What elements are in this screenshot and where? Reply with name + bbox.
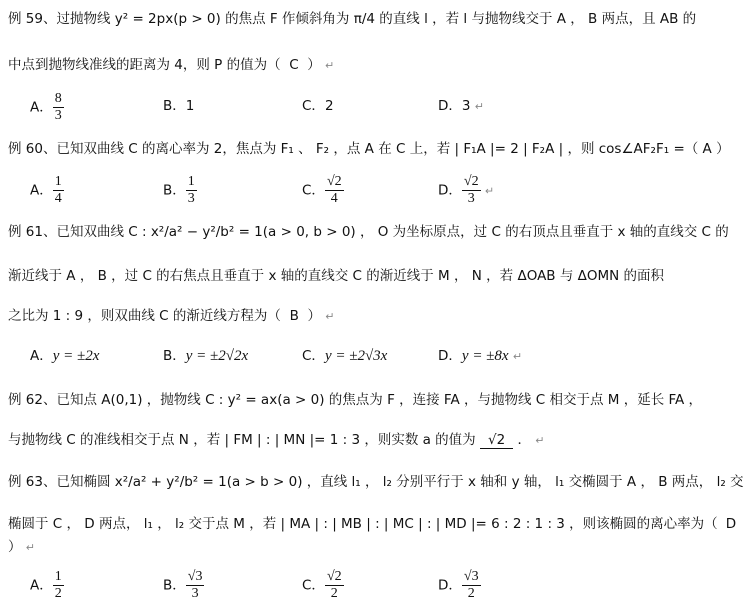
numerator: √2 bbox=[326, 569, 342, 584]
q61-line3-close: ） bbox=[307, 308, 321, 324]
option-label: A． bbox=[30, 99, 53, 116]
q60-option-a bbox=[30, 175, 64, 206]
q59-option-b bbox=[163, 96, 194, 116]
q59-option-a bbox=[30, 92, 64, 123]
denominator: 4 bbox=[54, 191, 62, 206]
fraction bbox=[53, 92, 64, 123]
return-mark: ↵ bbox=[535, 434, 545, 447]
option-value: y = ±2√2x bbox=[185, 348, 249, 364]
option-label: D． bbox=[438, 348, 462, 364]
option-value: 2 bbox=[324, 98, 334, 114]
option-label: A． bbox=[30, 577, 53, 594]
q59-line1: 例 59、过抛物线 y² = 2px(p > 0) 的焦点 F 作倾斜角为 π/4 的直线 l ，若 l 与抛物线交于 A ， B 两点，且 AB 的 bbox=[8, 11, 697, 27]
q63-option-c bbox=[302, 570, 344, 601]
option-value: 3 bbox=[461, 98, 471, 114]
q63-line3 bbox=[8, 537, 35, 558]
q63-option-b bbox=[163, 570, 204, 601]
q59-line2 bbox=[8, 55, 334, 76]
q61-option-b bbox=[163, 346, 248, 366]
option-label: A． bbox=[30, 182, 53, 199]
numerator: √2 bbox=[326, 174, 342, 189]
return-mark: ↵ bbox=[484, 184, 495, 198]
numerator: √3 bbox=[187, 569, 203, 584]
fraction bbox=[53, 570, 64, 601]
option-label: A． bbox=[30, 348, 53, 364]
fraction bbox=[325, 570, 344, 601]
denominator: 3 bbox=[191, 586, 199, 601]
option-label: B． bbox=[163, 348, 186, 364]
option-label: D． bbox=[438, 182, 462, 199]
numerator: 1 bbox=[187, 174, 195, 189]
q62-line2-end: ． bbox=[517, 432, 531, 448]
q60-option-c bbox=[302, 175, 344, 206]
numerator: 8 bbox=[54, 91, 62, 106]
fraction bbox=[462, 175, 481, 206]
fraction bbox=[186, 570, 205, 601]
q59-option-c bbox=[302, 96, 334, 116]
q63-line2 bbox=[8, 514, 740, 534]
numerator: 1 bbox=[54, 174, 62, 189]
numerator: 1 bbox=[54, 569, 62, 584]
q61-option-c bbox=[302, 346, 387, 366]
q62-line2 bbox=[8, 430, 545, 451]
fraction bbox=[53, 175, 64, 206]
fraction bbox=[186, 175, 197, 206]
denominator: 3 bbox=[187, 191, 195, 206]
q61-line3-text: 之比为 1 : 9 ，则双曲线 C 的渐近线方程为（ bbox=[8, 308, 281, 324]
q63-line2-text: 椭圆于 C ， D 两点， l₁ ， l₂ 交于点 M ，若 | MA | : | MB | : | MC | : | MD |= 6 : 2 : 1 : 3 ，则该椭圆的离心率为（ bbox=[8, 516, 718, 532]
fraction bbox=[325, 175, 344, 206]
q63-line1: 例 63、已知椭圆 x²/a² + y²/b² = 1(a > b > 0) ，直线 l₁ ， l₂ 分别平行于 x 轴和 y 轴， l₁ 交椭圆于 A ， B 两点， l₂ 交 bbox=[8, 474, 744, 490]
q61-line1: 例 61、已知双曲线 C : x²/a² − y²/b² = 1(a > 0, b > 0) ， O 为坐标原点，过 C 的右顶点且垂直于 x 轴的直线交 C 的 bbox=[8, 224, 729, 240]
option-label: B． bbox=[163, 577, 186, 594]
denominator: 2 bbox=[467, 586, 475, 601]
return-mark: ↵ bbox=[474, 100, 485, 113]
q59-option-d bbox=[438, 96, 484, 117]
denominator: 3 bbox=[467, 191, 475, 206]
option-value: y = ±2x bbox=[52, 348, 100, 364]
option-label: C． bbox=[302, 577, 325, 594]
option-value: y = ±2√3x bbox=[324, 348, 388, 364]
option-label: C． bbox=[302, 348, 325, 364]
return-mark: ↵ bbox=[325, 310, 335, 323]
option-value: 1 bbox=[185, 98, 195, 114]
q61-option-a bbox=[30, 346, 99, 366]
q63-answer: D bbox=[725, 516, 737, 532]
option-label: B． bbox=[163, 98, 186, 114]
denominator: 2 bbox=[54, 586, 62, 601]
q61-option-d bbox=[438, 346, 522, 367]
option-label: C． bbox=[302, 98, 325, 114]
q60-line1: 例 60、已知双曲线 C 的离心率为 2，焦点为 F₁ 、 F₂ ，点 A 在 C 上，若 | F₁A |= 2 | F₂A | ，则 cos∠AF₂F₁ =（ A ） bbox=[8, 141, 730, 157]
q61-answer: B bbox=[289, 308, 299, 324]
q60-option-d bbox=[438, 175, 494, 206]
denominator: 3 bbox=[54, 108, 62, 123]
denominator: 4 bbox=[330, 191, 338, 206]
numerator: √2 bbox=[463, 174, 479, 189]
q63-option-d bbox=[438, 570, 481, 601]
option-label: D． bbox=[438, 98, 462, 114]
q60-option-b bbox=[163, 175, 197, 206]
q62-line1: 例 62、已知点 A(0,1) ，抛物线 C : y² = ax(a > 0) 的焦点为 F ，连接 FA ，与抛物线 C 相交于点 M ，延长 FA ， bbox=[8, 392, 703, 408]
denominator: 2 bbox=[330, 586, 338, 601]
q62-answer: √2 bbox=[480, 432, 513, 449]
q62-line2-text: 与抛物线 C 的准线相交于点 N ，若 | FM | : | MN |= 1 : 3 ，则实数 a 的值为 bbox=[8, 432, 476, 448]
option-label: C． bbox=[302, 182, 325, 199]
q61-line2: 渐近线于 A ， B ，过 C 的右焦点且垂直于 x 轴的直线交 C 的渐近线于 M ， N ，若 ΔOAB 与 ΔOMN 的面积 bbox=[8, 268, 665, 284]
return-mark: ↵ bbox=[325, 59, 335, 72]
q59-line2-text: 中点到抛物线准线的距离为 4，则 P 的值为（ bbox=[8, 57, 281, 73]
numerator: √3 bbox=[463, 569, 479, 584]
q61-line3 bbox=[8, 306, 335, 327]
return-mark: ↵ bbox=[512, 350, 523, 363]
option-label: D． bbox=[438, 577, 462, 594]
q63-option-a bbox=[30, 570, 64, 601]
option-value: y = ±8x bbox=[461, 348, 509, 364]
q59-answer: C bbox=[289, 57, 299, 73]
return-mark: ↵ bbox=[25, 541, 36, 554]
fraction bbox=[462, 570, 481, 601]
option-label: B． bbox=[163, 182, 186, 199]
q59-line2-close: ） bbox=[307, 57, 321, 73]
q63-line3-close: ） bbox=[8, 539, 22, 555]
